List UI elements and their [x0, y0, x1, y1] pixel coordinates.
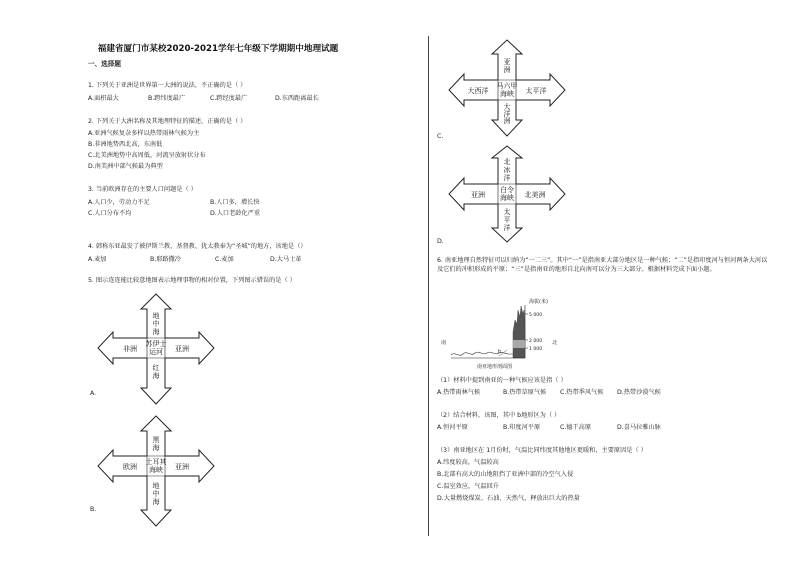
- profile-caption: 南亚地形剖面图: [477, 364, 513, 370]
- diagram-c-bottom-1: 大: [503, 103, 511, 111]
- q1-option-d: D.东西距离最长: [275, 95, 319, 102]
- diagram-a-bottom-1: 红: [152, 364, 160, 372]
- diagram-d-top-3: 洋: [503, 174, 511, 182]
- diagram-a-center-1: 苏伊士: [145, 340, 167, 348]
- q6-1-stem: （1）材料中提到南亚的一种气候应该是指（ ）: [437, 377, 567, 384]
- profile-marker-b: b: [498, 349, 502, 355]
- q3-option-d: D.人口老龄化严重: [210, 210, 261, 217]
- diagram-d-bottom-2: 平: [503, 216, 511, 224]
- diagram-d-top-1: 北: [503, 158, 511, 166]
- diagram-b-bottom-3: 海: [152, 498, 160, 506]
- diagram-b-bottom-2: 中: [152, 490, 160, 498]
- diagram-c-center-2: 海峡: [500, 90, 514, 98]
- q3-stem: 3. 当前欧洲存在的主要人口问题是（ ）: [88, 186, 197, 193]
- q6-3-option-d: D.大量燃烧煤炭、石油、天然气，释放出巨大的热量: [437, 495, 580, 502]
- diagram-d-left: 亚洲: [471, 191, 485, 199]
- q6-intro: 6. 南亚地理自然特征可以归纳为“一二三”。其中“一”是指南亚大部分地区是一种气候；“二”是指印度河与恒河两条大河以及它们的冲积形成的平原；“三”是指南亚的地形自北向南可以分为三大部分。根据材料完成下面小题。: [437, 257, 768, 273]
- q4-option-a: A.麦加: [88, 256, 107, 263]
- diagram-c-center-1: 马六甲: [496, 82, 518, 90]
- diagram-b-center-1: 土耳其: [145, 458, 167, 466]
- q4-option-d: D.大马士革: [270, 256, 302, 263]
- diagram-a-right: 亚洲: [175, 345, 189, 353]
- diagram-b-top-2: 海: [152, 444, 160, 452]
- q1-stem: 1. 下列关于亚洲是世界第一大洲的说法，不正确的是（ ）: [88, 82, 247, 89]
- south-asia-profile-figure: [437, 292, 567, 372]
- diagram-c-right: 太平洋: [525, 87, 547, 95]
- diagram-a-top-1: 地: [152, 312, 160, 320]
- q2-option-c: C.北美洲地势中高周低，河流呈放射状分布: [88, 152, 206, 159]
- profile-tick-2000: 2 000: [529, 339, 543, 344]
- diagram-c-top-1: 亚: [503, 58, 511, 66]
- diagram-d: [445, 144, 569, 244]
- diagram-b: [94, 414, 218, 532]
- q2-stem: 2. 下列关于大洲名称及其地理特征的描述，正确的是（ ）: [88, 118, 247, 125]
- q1-option-a: A.面积最大: [88, 95, 119, 102]
- q6-2-option-c: C.德干高原: [560, 424, 592, 431]
- profile-south-label: 南: [441, 340, 447, 346]
- column-divider: [428, 36, 429, 536]
- section-heading: 一、选择题: [88, 60, 121, 68]
- q6-2-option-a: A.恒河平原: [437, 424, 468, 431]
- q6-1-option-a: A.热带雨林气候: [437, 389, 481, 396]
- diagram-c-bottom-3: 洲: [503, 117, 511, 125]
- diagram-b-top-1: 黑: [152, 436, 160, 444]
- diagram-b-right: 亚洲: [175, 463, 189, 471]
- q6-3-option-c: C.温室效应，气温回升: [437, 483, 499, 490]
- page-title: 福建省厦门市某校2020-2021学年七年级下学期期中地理试题: [97, 44, 339, 54]
- diagram-d-center-2: 海峡: [500, 194, 514, 202]
- diagram-a-letter: A.: [90, 390, 97, 397]
- q5-stem: 5. 图示连连能比较意地图表示地理事物的相对位置，下列图示错误的是（ ）: [88, 277, 296, 284]
- q3-option-a: A.人口少，劳动力不足: [88, 199, 150, 206]
- diagram-c-left: 大西洋: [467, 87, 489, 95]
- diagram-d-bottom-3: 洋: [503, 224, 511, 232]
- diagram-b-letter: B.: [90, 506, 97, 513]
- profile-plateau-band: [513, 340, 525, 348]
- diagram-a-center-2: 运河: [149, 348, 163, 356]
- diagram-c-letter: C.: [437, 133, 444, 140]
- diagram-b-center-2: 海峡: [149, 466, 163, 474]
- profile-north-label: 北: [552, 340, 558, 346]
- diagram-a-left: 非洲: [123, 345, 137, 353]
- q6-2-stem: （2）结合材料，该图，其中 b地形区为（ ）: [437, 412, 561, 419]
- q4-option-c: C.麦加: [215, 256, 234, 263]
- diagram-b-bottom-1: 地: [152, 482, 160, 490]
- q4-stem: 4. 韩称东亚最发了被伊斯兰教、基督教、犹太教奉为“圣城”的地方，该地是（）: [88, 243, 307, 250]
- diagram-a-bottom-2: 海: [152, 372, 160, 380]
- q6-2-option-d: D.喜马拉雅山脉: [617, 424, 661, 431]
- profile-tick-5000: 5 000: [529, 313, 543, 318]
- q3-option-c: C.人口分布不均: [88, 210, 132, 217]
- profile-ylabel: 海拔(米): [529, 299, 548, 305]
- q2-option-b: B.非洲地势西北高，东南低: [88, 141, 163, 148]
- q6-3-option-b: B.北部有高大的山地阻挡了亚洲中部的冷空气入侵: [437, 471, 574, 478]
- q6-2-option-b: B.印度河平原: [503, 424, 541, 431]
- q2-option-a: A.亚洲气候复杂多样以热带雨林气候为主: [88, 130, 200, 137]
- diagram-c: [445, 38, 569, 138]
- diagram-d-letter: D.: [437, 238, 444, 245]
- q6-1-option-d: D.热带沙漠气候: [617, 389, 661, 396]
- q3-option-b: B.人口多，增长快: [210, 199, 260, 206]
- diagram-a-top-2: 中: [152, 320, 160, 328]
- diagram-d-top-2: 冰: [503, 166, 511, 174]
- q4-option-b: B.耶路撒冷: [150, 256, 181, 263]
- q6-1-option-c: C.热带季风气候: [560, 389, 604, 396]
- q6-1-option-b: B.热带草原气候: [503, 389, 547, 396]
- q6-3-stem: （3）南亚地区在 1月份时，气温比同纬度其他地区更暖和，主要原因是（ ）: [437, 447, 647, 454]
- diagram-b-left: 欧洲: [123, 463, 137, 471]
- diagram-c-top-2: 洲: [503, 66, 511, 74]
- diagram-d-right: 北美洲: [524, 191, 546, 199]
- profile-mountains: [513, 306, 525, 358]
- diagram-d-bottom-1: 太: [503, 208, 511, 216]
- diagram-a-top-3: 海: [152, 328, 160, 336]
- diagram-c-bottom-2: 洋: [503, 110, 511, 118]
- diagram-a: [94, 292, 218, 412]
- q2-option-d: D.南美洲中部气候最为典型: [88, 163, 163, 170]
- q1-option-b: B.跨纬度最广: [148, 95, 186, 102]
- diagram-d-center-1: 白令: [500, 186, 514, 194]
- q6-3-option-a: A.纬度较高，气温较高: [437, 459, 499, 466]
- q1-option-c: C.跨经度最广: [210, 95, 248, 102]
- profile-tick-1000: 1 000: [529, 347, 543, 352]
